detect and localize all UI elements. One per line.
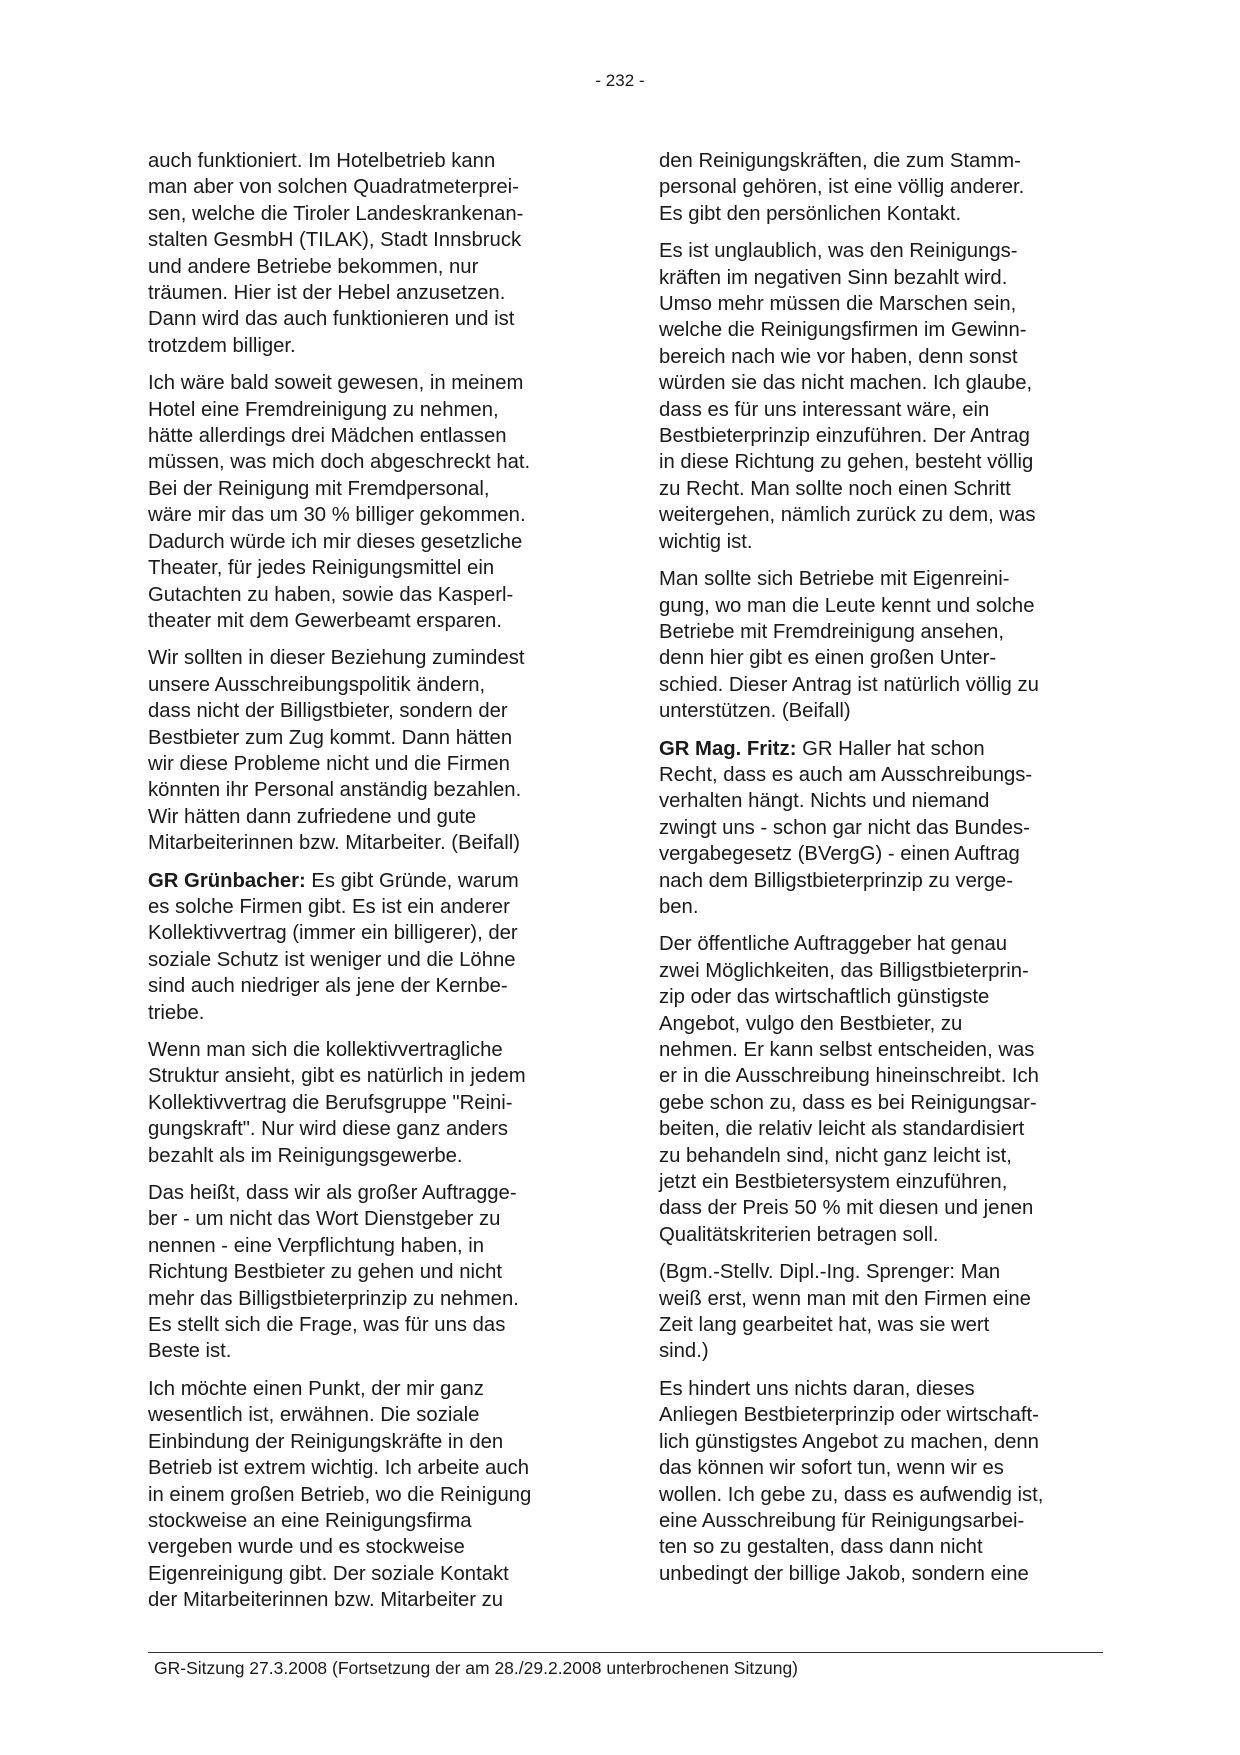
line-text: stalten GesmbH (TILAK), Stadt Innsbruck — [148, 229, 522, 252]
text-line — [148, 148, 588, 174]
paragraph — [659, 566, 1099, 724]
page-number: - 232 - — [595, 71, 645, 90]
text-line — [148, 1338, 588, 1364]
text-line — [659, 868, 1099, 894]
text-line — [659, 1259, 1099, 1285]
line-text: Wenn man sich die kollektivvertragliche — [148, 1039, 503, 1061]
line-text: lich günstigstes Angebot zu machen, denn — [659, 1430, 1039, 1453]
text-line — [659, 291, 1099, 317]
text-line — [659, 449, 1099, 475]
paragraph — [148, 868, 588, 1026]
line-text: Bei der Reinigung mit Fremdpersonal, — [148, 477, 490, 500]
line-text: Wir hätten dann zufriedene und gute — [148, 805, 477, 828]
line-text: denn hier gibt es einen großen Unter- — [659, 647, 997, 670]
paragraph — [659, 931, 1099, 1248]
text-line — [148, 1143, 588, 1169]
text-line — [659, 958, 1099, 984]
line-text: wir diese Probleme nicht und die Firmen — [148, 752, 510, 775]
line-text: unsere Ausschreibungspolitik ändern, — [148, 673, 486, 696]
text-line — [659, 698, 1099, 724]
line-text: ten so zu gestalten, dass dann nicht — [659, 1536, 983, 1559]
line-text: würden sie das nicht machen. Ich glaube, — [659, 372, 1033, 395]
line-text: der Mitarbeiterinnen bzw. Mitarbeiter zu — [148, 1589, 504, 1612]
line-text: Richtung Bestbieter zu gehen und nicht — [148, 1261, 503, 1284]
line-text: Qualitätskriterien betragen soll. — [659, 1223, 939, 1246]
line-text: zwei Möglichkeiten, das Billigstbieterprin- — [659, 959, 1029, 982]
text-line — [148, 1206, 588, 1232]
left-column — [148, 148, 588, 1625]
text-line — [148, 476, 588, 502]
line-text: Recht, dass es auch am Ausschreibungs- — [659, 763, 1033, 786]
line-text: wichtig ist. — [659, 530, 753, 553]
text-line — [148, 672, 588, 698]
text-line — [148, 1402, 588, 1428]
text-line — [148, 725, 588, 751]
text-line — [148, 1286, 588, 1312]
line-text: trotzdem billiger. — [148, 334, 296, 357]
text-line — [659, 894, 1099, 920]
text-line — [148, 868, 588, 894]
text-line — [148, 608, 588, 634]
line-text: sind.) — [659, 1340, 709, 1363]
text-line — [659, 619, 1099, 645]
text-line — [148, 698, 588, 724]
line-text: Es gibt den persönlichen Kontakt. — [659, 202, 962, 225]
line-text: er in die Ausschreibung hineinschreibt. Ich — [659, 1065, 1039, 1088]
line-text: gungskraft". Nur wird diese ganz anders — [148, 1118, 509, 1141]
text-line — [659, 502, 1099, 528]
text-line — [148, 449, 588, 475]
line-text: (Bgm.-Stellv. Dipl.-Ing. Sprenger: Man — [659, 1261, 1001, 1284]
text-line — [659, 1338, 1099, 1364]
line-text: Der öffentliche Auftraggeber hat genau — [659, 933, 1008, 956]
text-line — [659, 672, 1099, 698]
text-line — [148, 1482, 588, 1508]
text-line — [148, 1534, 588, 1560]
line-text: eine Ausschreibung für Reinigungsarbei- — [659, 1509, 1025, 1532]
footer-text: GR-Sitzung 27.3.2008 (Fortsetzung der am 28./29.2.2008 unterbrochenen Sitzung) — [154, 1658, 799, 1678]
line-text: verhalten hängt. Nichts und niemand — [659, 790, 990, 813]
text-line — [148, 1180, 588, 1206]
text-line — [659, 201, 1099, 227]
line-text: Beste ist. — [148, 1340, 232, 1363]
line-text: Ich möchte einen Punkt, der mir ganz — [148, 1377, 484, 1400]
text-line — [659, 238, 1099, 264]
text-line — [148, 920, 588, 946]
text-line — [659, 148, 1099, 174]
text-line — [659, 265, 1099, 291]
line-text: GR Haller hat schon — [796, 737, 985, 760]
text-line — [148, 397, 588, 423]
text-line — [148, 1508, 588, 1534]
line-text: Das heißt, dass wir als großer Auftragge- — [148, 1182, 517, 1205]
line-text: zip oder das wirtschaftlich günstigste — [659, 986, 990, 1009]
line-text: Betrieb ist extrem wichtig. Ich arbeite auch — [148, 1457, 530, 1480]
text-line — [659, 931, 1099, 957]
text-line — [148, 201, 588, 227]
footer-divider — [148, 1652, 1103, 1653]
text-line — [659, 174, 1099, 200]
text-line — [148, 1090, 588, 1116]
text-line — [148, 1063, 588, 1089]
text-line — [148, 645, 588, 671]
line-text: das können wir sofort tun, wenn wir es — [659, 1457, 1004, 1480]
text-line — [659, 593, 1099, 619]
text-line — [659, 1402, 1099, 1428]
text-line — [148, 1561, 588, 1587]
line-text: welche die Reinigungsfirmen im Gewinn- — [659, 319, 1027, 342]
text-line — [148, 555, 588, 581]
text-line — [148, 830, 588, 856]
text-line — [659, 344, 1099, 370]
line-text: nehmen. Er kann selbst entscheiden, was — [659, 1039, 1035, 1061]
line-text: dass es für uns interessant wäre, ein — [659, 398, 990, 421]
line-text: kräften im negativen Sinn bezahlt wird. — [659, 266, 1008, 289]
line-text: Einbindung der Reinigungskräfte in den — [148, 1430, 504, 1453]
paragraph — [148, 370, 588, 634]
line-text: Es stellt sich die Frage, was für uns das — [148, 1314, 506, 1337]
text-line — [148, 1233, 588, 1259]
line-text: weiß erst, wenn man mit den Firmen eine — [659, 1287, 1031, 1310]
line-text: Wir sollten in dieser Beziehung zumindest — [148, 647, 525, 670]
text-line — [148, 1455, 588, 1481]
text-line — [659, 841, 1099, 867]
line-text: Dadurch würde ich mir dieses gesetzliche — [148, 530, 523, 553]
text-line — [659, 1429, 1099, 1455]
text-line — [148, 502, 588, 528]
paragraph — [148, 1376, 588, 1614]
text-line — [148, 529, 588, 555]
text-line — [148, 582, 588, 608]
right-column — [659, 148, 1099, 1598]
paragraph — [659, 148, 1099, 227]
line-text: müssen, was mich doch abgeschreckt hat. — [148, 451, 531, 474]
line-text: zu Recht. Man sollte noch einen Schritt — [659, 477, 1011, 500]
line-text: jetzt ein Bestbietersystem einzuführen, — [659, 1171, 1008, 1194]
text-line — [148, 777, 588, 803]
text-line — [148, 1259, 588, 1285]
line-text: ben. — [659, 895, 699, 918]
line-text: in diese Richtung zu gehen, besteht völlig — [659, 451, 1034, 474]
line-text: vergabegesetz (BVergG) - einen Auftrag — [659, 843, 1020, 866]
line-text: zu behandeln sind, nicht ganz leicht ist, — [659, 1144, 1012, 1167]
text-line — [148, 1116, 588, 1142]
text-line — [659, 1195, 1099, 1221]
line-text: Hotel eine Fremdreinigung zu nehmen, — [148, 398, 499, 421]
line-text: sind auch niedriger als jene der Kernbe- — [148, 975, 508, 998]
line-text: nach dem Billigstbieterprinzip zu verge- — [659, 869, 1013, 892]
text-line — [659, 1376, 1099, 1402]
text-line — [659, 1090, 1099, 1116]
text-line — [659, 1143, 1099, 1169]
paragraph — [659, 1259, 1099, 1365]
text-line — [659, 984, 1099, 1010]
line-text: könnten ihr Personal anständig bezahlen. — [148, 779, 522, 802]
text-line — [148, 973, 588, 999]
text-line — [659, 370, 1099, 396]
text-line — [659, 1561, 1099, 1587]
text-line — [659, 1116, 1099, 1142]
line-text: gung, wo man die Leute kennt und solche — [659, 594, 1035, 617]
line-text: Struktur ansieht, gibt es natürlich in jedem — [148, 1065, 526, 1088]
text-line — [148, 370, 588, 396]
text-line — [659, 476, 1099, 502]
line-text: soziale Schutz ist weniger und die Löhne — [148, 948, 516, 971]
line-text: Dann wird das auch funktionieren und ist — [148, 308, 515, 331]
text-line — [148, 894, 588, 920]
line-text: Betriebe mit Fremdreinigung ansehen, — [659, 620, 1004, 643]
line-text: Es hindert uns nichts daran, dieses — [659, 1377, 975, 1400]
line-text: zwingt uns - schon gar nicht das Bundes- — [659, 816, 1030, 839]
line-text: sen, welche die Tiroler Landeskrankenan- — [148, 202, 524, 225]
text-line — [148, 280, 588, 306]
line-text: hätte allerdings drei Mädchen entlassen — [148, 425, 507, 448]
paragraph — [659, 736, 1099, 921]
paragraph — [148, 645, 588, 856]
text-line — [148, 174, 588, 200]
line-text: gebe schon zu, dass es bei Reinigungsar- — [659, 1091, 1037, 1114]
text-line — [659, 317, 1099, 343]
text-line — [659, 736, 1099, 762]
text-line — [659, 566, 1099, 592]
line-text: den Reinigungskräften, die zum Stamm- — [659, 150, 1021, 172]
line-text: bezahlt als im Reinigungsgewerbe. — [148, 1144, 463, 1167]
line-text: Es ist unglaublich, was den Reinigungs- — [659, 240, 1018, 263]
text-line — [659, 397, 1099, 423]
text-line — [659, 1482, 1099, 1508]
line-text: Angebot, vulgo den Bestbieter, zu — [659, 1012, 963, 1035]
text-line — [148, 804, 588, 830]
text-line — [659, 1455, 1099, 1481]
text-line — [659, 1011, 1099, 1037]
text-line — [148, 947, 588, 973]
text-line — [659, 529, 1099, 555]
line-text: theater mit dem Gewerbeamt ersparen. — [148, 609, 502, 632]
line-text: bereich nach wie vor haben, denn sonst — [659, 345, 1018, 368]
text-line — [148, 306, 588, 332]
paragraph — [148, 1037, 588, 1169]
line-text: Kollektivvertrag (immer ein billigerer), der — [148, 922, 518, 945]
line-text: nennen - eine Verpflichtung haben, in — [148, 1234, 485, 1257]
text-line — [659, 1312, 1099, 1338]
line-text: unterstützen. (Beifall) — [659, 700, 851, 723]
line-text: und andere Betriebe bekommen, nur — [148, 255, 479, 278]
line-text: beiten, die relativ leicht als standardisiert — [659, 1118, 1025, 1141]
text-line — [659, 645, 1099, 671]
paragraph — [659, 1376, 1099, 1587]
speaker-name: GR Grünbacher: — [148, 869, 306, 892]
line-text: wäre mir das um 30 % billiger gekommen. — [148, 504, 526, 527]
text-line — [148, 1000, 588, 1026]
text-line — [659, 1534, 1099, 1560]
line-text: personal gehören, ist eine völlig anderer. — [659, 176, 1025, 199]
text-line — [659, 762, 1099, 788]
text-line — [659, 1508, 1099, 1534]
line-text: mehr das Billigstbieterprinzip zu nehmen. — [148, 1287, 519, 1310]
line-text: Bestbieterprinzip einzuführen. Der Antrag — [659, 425, 1030, 448]
text-line — [148, 333, 588, 359]
text-line — [659, 1063, 1099, 1089]
line-text: ber - um nicht das Wort Dienstgeber zu — [148, 1208, 501, 1231]
text-line — [659, 1286, 1099, 1312]
text-line — [659, 815, 1099, 841]
line-text: es solche Firmen gibt. Es ist ein anderer — [148, 895, 510, 918]
line-text: Ich wäre bald soweit gewesen, in meinem — [148, 372, 524, 395]
line-text: Kollektivvertrag die Berufsgruppe "Reini- — [148, 1091, 513, 1114]
line-text: Es gibt Gründe, warum — [305, 869, 519, 892]
text-line — [659, 1222, 1099, 1248]
line-text: Umso mehr müssen die Marschen sein, — [659, 293, 1017, 316]
line-text: auch funktioniert. Im Hotelbetrieb kann — [148, 150, 496, 172]
line-text: dass nicht der Billigstbieter, sondern der — [148, 700, 508, 723]
line-text: vergeben wurde und es stockweise — [148, 1536, 465, 1559]
text-line — [659, 1169, 1099, 1195]
line-text: Anliegen Bestbieterprinzip oder wirtschaft- — [659, 1404, 1039, 1427]
text-line — [148, 1429, 588, 1455]
paragraph — [148, 1180, 588, 1365]
line-text: träumen. Hier ist der Hebel anzusetzen. — [148, 282, 506, 305]
paragraph — [659, 238, 1099, 555]
line-text: Eigenreinigung gibt. Der soziale Kontakt — [148, 1562, 509, 1585]
text-line — [148, 1376, 588, 1402]
line-text: man aber von solchen Quadratmeterprei- — [148, 176, 519, 199]
line-text: Bestbieter zum Zug kommt. Dann hätten — [148, 726, 513, 749]
line-text: Zeit lang gearbeitet hat, was sie wert — [659, 1314, 990, 1337]
line-text: triebe. — [148, 1001, 205, 1024]
text-line — [148, 1587, 588, 1613]
paragraph — [148, 148, 588, 359]
line-text: weitergehen, nämlich zurück zu dem, was — [659, 504, 1036, 527]
line-text: stockweise an eine Reinigungsfirma — [148, 1509, 472, 1532]
text-line — [148, 227, 588, 253]
text-line — [148, 423, 588, 449]
text-line — [659, 1037, 1099, 1063]
text-line — [148, 1312, 588, 1338]
text-line — [659, 788, 1099, 814]
text-line — [148, 254, 588, 280]
line-text: Theater, für jedes Reinigungsmittel ein — [148, 557, 495, 580]
line-text: dass der Preis 50 % mit diesen und jenen — [659, 1197, 1034, 1220]
text-line — [659, 423, 1099, 449]
text-line — [148, 751, 588, 777]
speaker-name: GR Mag. Fritz: — [659, 737, 797, 760]
line-text: Gutachten zu haben, sowie das Kasperl- — [148, 583, 514, 606]
line-text: Mitarbeiterinnen bzw. Mitarbeiter. (Beifall) — [148, 832, 520, 855]
line-text: schied. Dieser Antrag ist natürlich völlig zu — [659, 673, 1039, 696]
line-text: wesentlich ist, erwähnen. Die soziale — [148, 1404, 480, 1427]
text-line — [148, 1037, 588, 1063]
line-text: in einem großen Betrieb, wo die Reinigung — [148, 1483, 532, 1506]
line-text: Man sollte sich Betriebe mit Eigenreini- — [659, 568, 1010, 591]
line-text: wollen. Ich gebe zu, dass es aufwendig ist, — [659, 1483, 1044, 1506]
line-text: unbedingt der billige Jakob, sondern eine — [659, 1562, 1029, 1585]
